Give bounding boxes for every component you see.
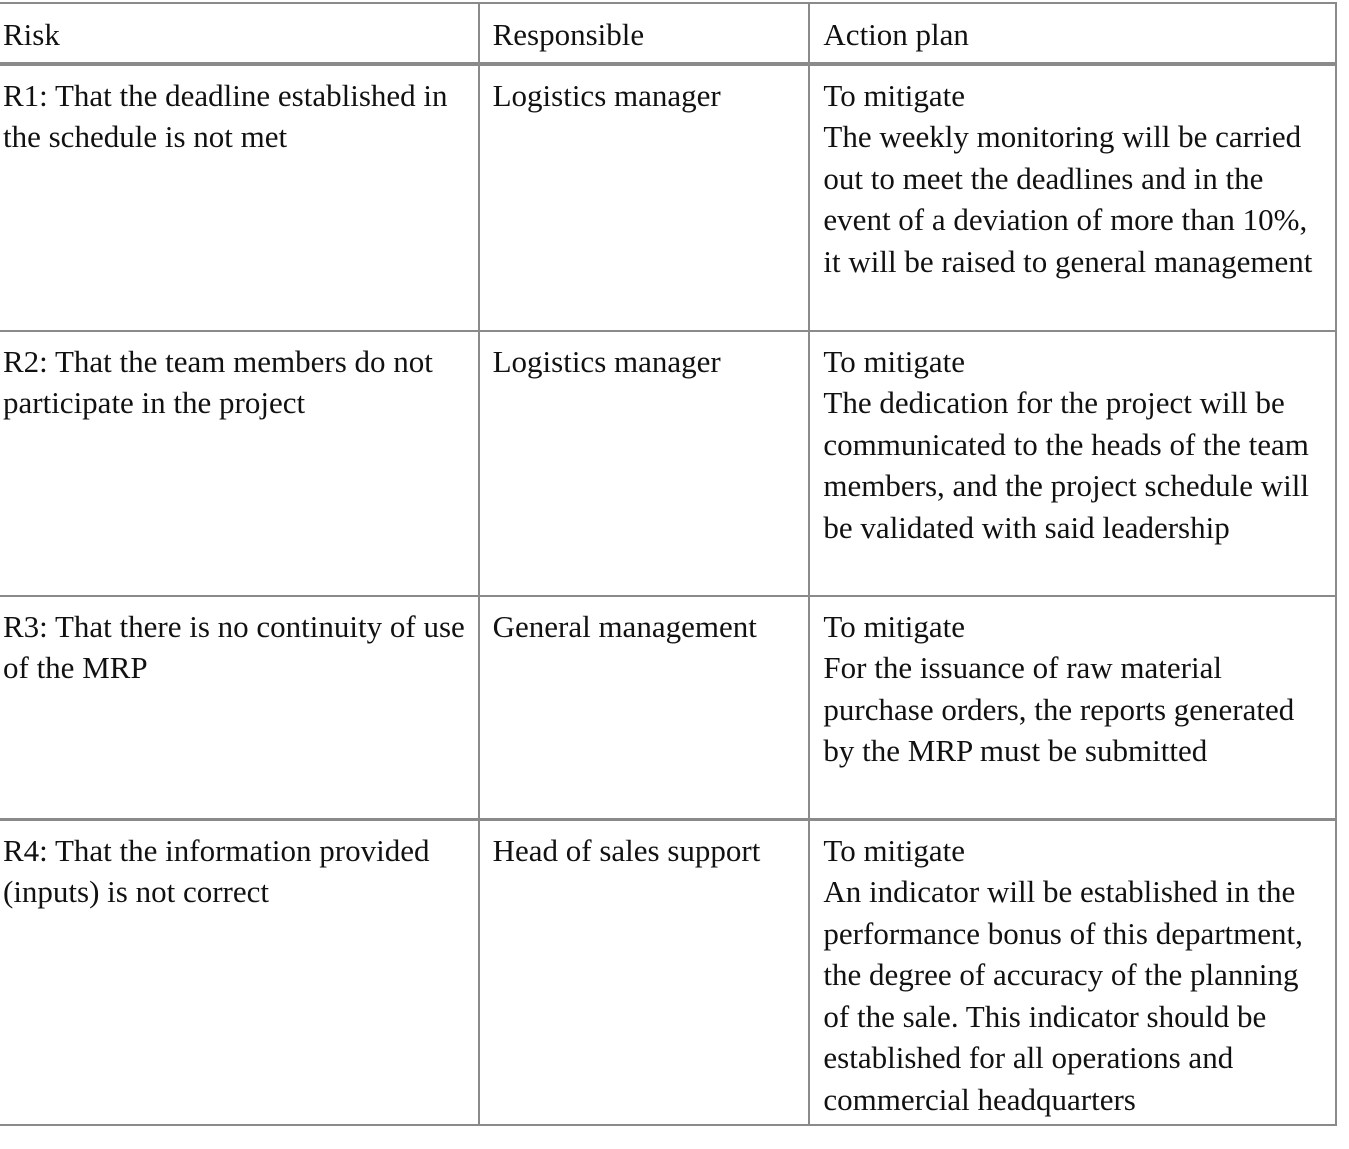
risk-table: [0, 2, 1337, 1126]
table-row: [0, 331, 1336, 596]
table-header-row: [0, 3, 1336, 64]
action-plan-cell: [809, 64, 1336, 331]
risk-cell: R2: That the team members do not participate in the project: [0, 331, 479, 596]
responsible-cell: Logistics manager: [479, 64, 810, 331]
plan-type: To mitigate: [823, 343, 966, 379]
risk-cell: R4: That the information provided (inputs) is not correct: [0, 819, 479, 1125]
action-plan-cell: [809, 596, 1336, 820]
plan-text: For the issuance of raw material purchase orders, the reports generated by the MRP must be submitted: [823, 650, 1295, 768]
header-risk: Risk: [0, 3, 479, 64]
action-plan-cell: [809, 819, 1336, 1125]
responsible-cell: Logistics manager: [479, 331, 810, 596]
plan-type: To mitigate: [823, 608, 966, 644]
action-plan-cell: [809, 331, 1336, 596]
plan-text: An indicator will be established in the performance bonus of this department, the degree of accuracy of the planning of the sale. This indicator should be established for all operations and commercial headquarters: [823, 874, 1303, 1117]
responsible-cell: Head of sales support: [479, 819, 810, 1125]
risk-cell: R3: That there is no continuity of use of the MRP: [0, 596, 479, 820]
header-action-plan: Action plan: [809, 3, 1336, 64]
plan-type: To mitigate: [823, 832, 966, 868]
table-row: [0, 596, 1336, 820]
table-row: [0, 64, 1336, 331]
plan-text: The dedication for the project will be communicated to the heads of the team members, and the project schedule will be validated with said leadership: [823, 385, 1309, 545]
risk-cell: R1: That the deadline established in the schedule is not met: [0, 64, 479, 331]
header-responsible: Responsible: [479, 3, 810, 64]
responsible-cell: General management: [479, 596, 810, 820]
table-row: [0, 819, 1336, 1125]
plan-text: The weekly monitoring will be carried out to meet the deadlines and in the event of a deviation of more than 10%, it will be raised to general management: [823, 119, 1313, 279]
plan-type: To mitigate: [823, 77, 966, 113]
